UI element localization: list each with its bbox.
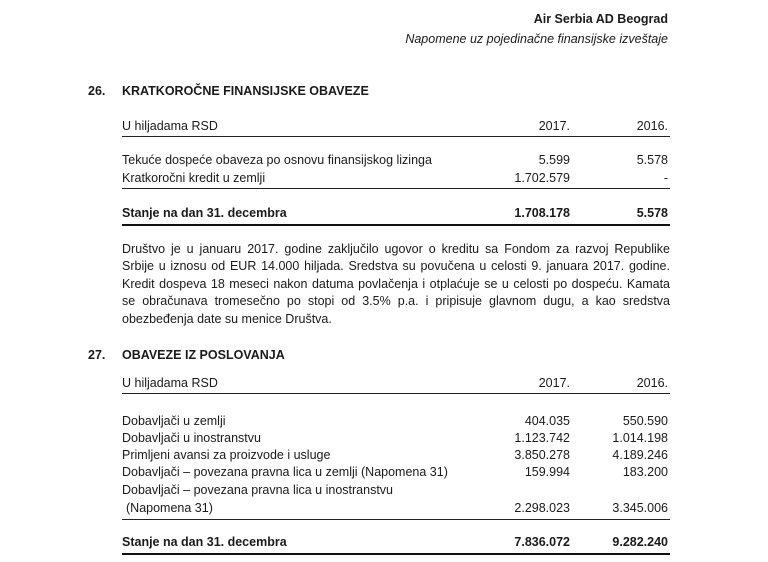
row-value-2016: 183.200 xyxy=(622,465,668,479)
note-27-title: OBAVEZE IZ POSLOVANJA xyxy=(122,348,285,362)
total-value-2017: 1.708.178 xyxy=(514,206,570,220)
total-label: Stanje na dan 31. decembra xyxy=(122,535,287,549)
column-2016: 2016. xyxy=(636,376,668,390)
total-divider xyxy=(122,553,670,555)
table-row xyxy=(122,499,670,517)
table-row xyxy=(122,429,670,447)
table-row xyxy=(122,481,670,499)
row-value-2017: 3.850.278 xyxy=(514,448,570,462)
column-2017: 2017. xyxy=(538,376,570,390)
note-26-number: 26. xyxy=(88,84,106,98)
document-subtitle: Napomene uz pojedinačne finansijske izveštaje xyxy=(405,32,668,46)
total-row xyxy=(122,204,670,222)
row-label: Tekuće dospeće obaveza po osnovu finansijskog lizinga xyxy=(122,153,432,167)
note-27-number: 27. xyxy=(88,348,106,362)
row-value-2016: 3.345.006 xyxy=(612,501,668,515)
row-label: (Napomena 31) xyxy=(126,501,213,515)
table-header-row xyxy=(122,374,670,392)
row-value-2016: 5.578 xyxy=(636,153,668,167)
unit-label: U hiljadama RSD xyxy=(122,376,218,390)
row-label: Dobavljači – povezana pravna lica u zemlji (Napomena 31) xyxy=(122,465,448,479)
subtotal-divider xyxy=(122,188,670,189)
table-header-row xyxy=(122,117,670,135)
note-26-title: KRATKOROČNE FINANSIJSKE OBAVEZE xyxy=(122,84,369,98)
header-divider xyxy=(122,393,670,394)
row-value-2017: 5.599 xyxy=(538,153,570,167)
company-name: Air Serbia AD Beograd xyxy=(533,12,668,26)
subtotal-divider xyxy=(122,519,670,520)
row-value-2017: 404.035 xyxy=(524,414,570,428)
row-value-2017: 2.298.023 xyxy=(514,501,570,515)
row-value-2017: 1.123.742 xyxy=(514,431,570,445)
row-label: Primljeni avansi za proizvode i usluge xyxy=(122,448,331,462)
row-value-2016: - xyxy=(663,171,668,185)
total-row xyxy=(122,533,670,551)
row-value-2016: 4.189.246 xyxy=(612,448,668,462)
row-value-2017: 159.994 xyxy=(524,465,570,479)
table-row xyxy=(122,169,670,187)
row-value-2016: 1.014.198 xyxy=(612,431,668,445)
total-divider xyxy=(122,224,670,226)
table-row xyxy=(122,463,670,481)
table-row xyxy=(122,446,670,464)
row-label: Dobavljači u inostranstvu xyxy=(122,431,261,445)
row-label: Dobavljači u zemlji xyxy=(122,414,226,428)
row-label: Dobavljači – povezana pravna lica u inostranstvu xyxy=(122,483,393,497)
total-value-2017: 7.836.072 xyxy=(514,535,570,549)
row-value-2016: 550.590 xyxy=(622,414,668,428)
row-value-2017: 1.702.579 xyxy=(514,171,570,185)
unit-label: U hiljadama RSD xyxy=(122,119,218,133)
header-divider xyxy=(122,136,670,137)
column-2016: 2016. xyxy=(636,119,668,133)
total-value-2016: 5.578 xyxy=(636,206,668,220)
total-label: Stanje na dan 31. decembra xyxy=(122,206,287,220)
column-2017: 2017. xyxy=(538,119,570,133)
table-row xyxy=(122,412,670,430)
total-value-2016: 9.282.240 xyxy=(612,535,668,549)
row-label: Kratkoročni kredit u zemlji xyxy=(122,171,266,185)
note-26-paragraph: Društvo je u januaru 2017. godine zaključilo ugovor o kreditu sa Fondom za razvoj Republike Srbije u iznosu od EUR 14.000 hiljada. Sredstva su povučena u celosti 9. januara 2017. godine. Kredit dospeva 18 meseci nakon datuma povlačenja i otplaćuje se u celosti po dospeću. Kamata se obračunava tromesečno po stopi od 3.5% p.a. i pripisuje glavnom dugu, a kao sredstva obezbeđenja date su menice Društva. xyxy=(122,242,670,326)
table-row xyxy=(122,151,670,169)
